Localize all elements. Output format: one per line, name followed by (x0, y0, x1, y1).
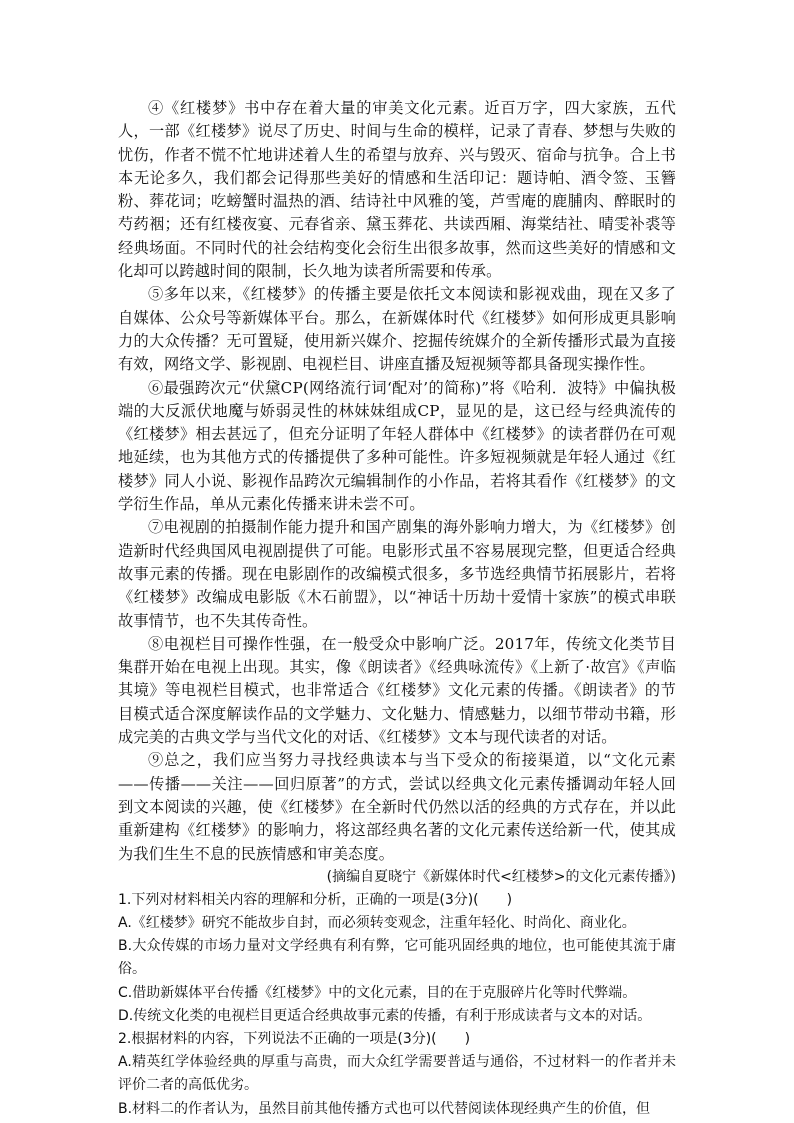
paragraph-8: ⑧电视栏目可操作性强，在一般受众中影响广泛。2017年，传统文化类节目集群开始在电视上出现。其实，像《朗读者》《经典咏流传》《上新了·故宫》《声临其境》等电视栏目模式，也非常适合《红楼梦》文化元素的传播。《朗读者》的节目模式适合深度解读作品的文学魅力、文化魅力、情感魅力，以细节带动书籍，形成完美的古典文学与当代文化的对话、《红楼梦》文本与现代读者的对话。 (118, 634, 676, 747)
paragraph-6: ⑥最强跨次元“伏黛CP(网络流行词‘配对’的简称)”将《哈利．波特》中偏执极端的大反派伏地魔与娇弱灵性的林妹妹组成CP，显见的是，这已经与经典流传的《红楼梦》相去甚远了，但充分证明了年轻人群体中《红楼梦》的读者群仍在可观地延续，也为其他方式的传播提供了多种可能性。许多短视频就是年轻人通过《红楼梦》同人小说、影视作品跨次元编辑制作的小作品，若将其看作《红楼梦》的文学衍生作品，单从元素化传播来讲未尝不可。 (118, 378, 676, 514)
option-c: C.借助新媒体平台传播《红楼梦》中的文化元素，目的在于克服碎片化等时代弊端。 (118, 984, 637, 1001)
question-stem: 1.下列对材料相关内容的理解和分析，正确的一项是(3分)( ) (118, 891, 513, 908)
paragraph-4: ④《红楼梦》书中存在着大量的审美文化元素。近百万字，四大家族，五代人，一部《红楼梦》说尽了历史、时间与生命的模样，记录了青春、梦想与失败的忧伤，作者不慌不忙地讲述着人生的希望与放弃、兴与毁灭、宿命与抗争。合上书本无论多久，我们都会记得那些美好的情感和生活印记：题诗帕、酒令签、玉簪粉、葬花词；吃螃蟹时温热的酒、结诗社中风雅的笺，芦雪庵的鹿脯肉、醉眠时的芍药裀；还有红楼夜宴、元春省亲、黛玉葬花、共读西厢、海棠结社、晴雯补裘等经典场面。不同时代的社会结构变化会衍生出很多故事，然而这些美好的情感和文化却可以跨越时间的限制，长久地为读者所需要和传承。 (118, 99, 676, 281)
option-b: B.材料二的作者认为，虽然目前其他传播方式也可以代替阅读体现经典产生的价值，但 (118, 1100, 651, 1117)
question-1 (118, 889, 676, 1028)
question-stem: 2.根据材料的内容，下列说法不正确的一项是(3分)( ) (118, 1031, 471, 1048)
reading-passage (118, 97, 676, 866)
option-a: A.精英红学体验经典的厚重与高贵，而大众红学需要普适与通俗，不过材料一的作者并未评价二者的高低优劣。 (118, 1054, 676, 1094)
paragraph-5: ⑤多年以来，《红楼梦》的传播主要是依托文本阅读和影视戏曲，现在又多了自媒体、公众号等新媒体平台。那么，在新媒体时代《红楼梦》如何形成更具影响力的大众传播？无可置疑，使用新兴媒介、挖掘传统媒介的全新传播形式最为直接有效，网络文学、影视剧、电视栏目、讲座直播及短视频等都具备现实操作性。 (118, 285, 676, 374)
paragraph-9: ⑨总之，我们应当努力寻找经典读本与当下受众的衔接渠道，以“文化元素——传播——关注——回归原著”的方式，尝试以经典文化元素传播调动年轻人回到文本阅读的兴趣，使《红楼梦》在全新时代仍然以活的经典的方式存在，并以此重新建构《红楼梦》的影响力，将这部经典名著的文化元素传送给新一代，使其成为我们生生不息的民族情感和审美态度。 (118, 751, 676, 863)
option-d: D.传统文化类的电视栏目更适合经典故事元素的传播，有利于形成读者与文本的对话。 (118, 1007, 652, 1024)
option-a: A.《红楼梦》研究不能故步自封，而必须转变观念，注重年轻化、时尚化、商业化。 (118, 915, 636, 931)
question-2 (118, 1028, 676, 1121)
source-citation: (摘编自夏晓宁《新媒体时代<红楼梦>的文化元素传播》) (326, 868, 676, 885)
option-b: B.大众传媒的市场力量对文学经典有利有弊，它可能巩固经典的地位，也可能使其流于庸俗。 (118, 938, 676, 978)
paragraph-7: ⑦电视剧的拍摄制作能力提升和国产剧集的海外影响力增大，为《红楼梦》创造新时代经典国风电视剧提供了可能。电影形式虽不容易展现完整，但更适合经典故事元素的传播。现在电影剧作的改编模式很多，多节选经典情节拓展影片，若将《红楼梦》改编成电影版《木石前盟》，以“神话十历劫十爱情十家族”的模式串联故事情节，也不失其传奇性。 (118, 518, 676, 630)
